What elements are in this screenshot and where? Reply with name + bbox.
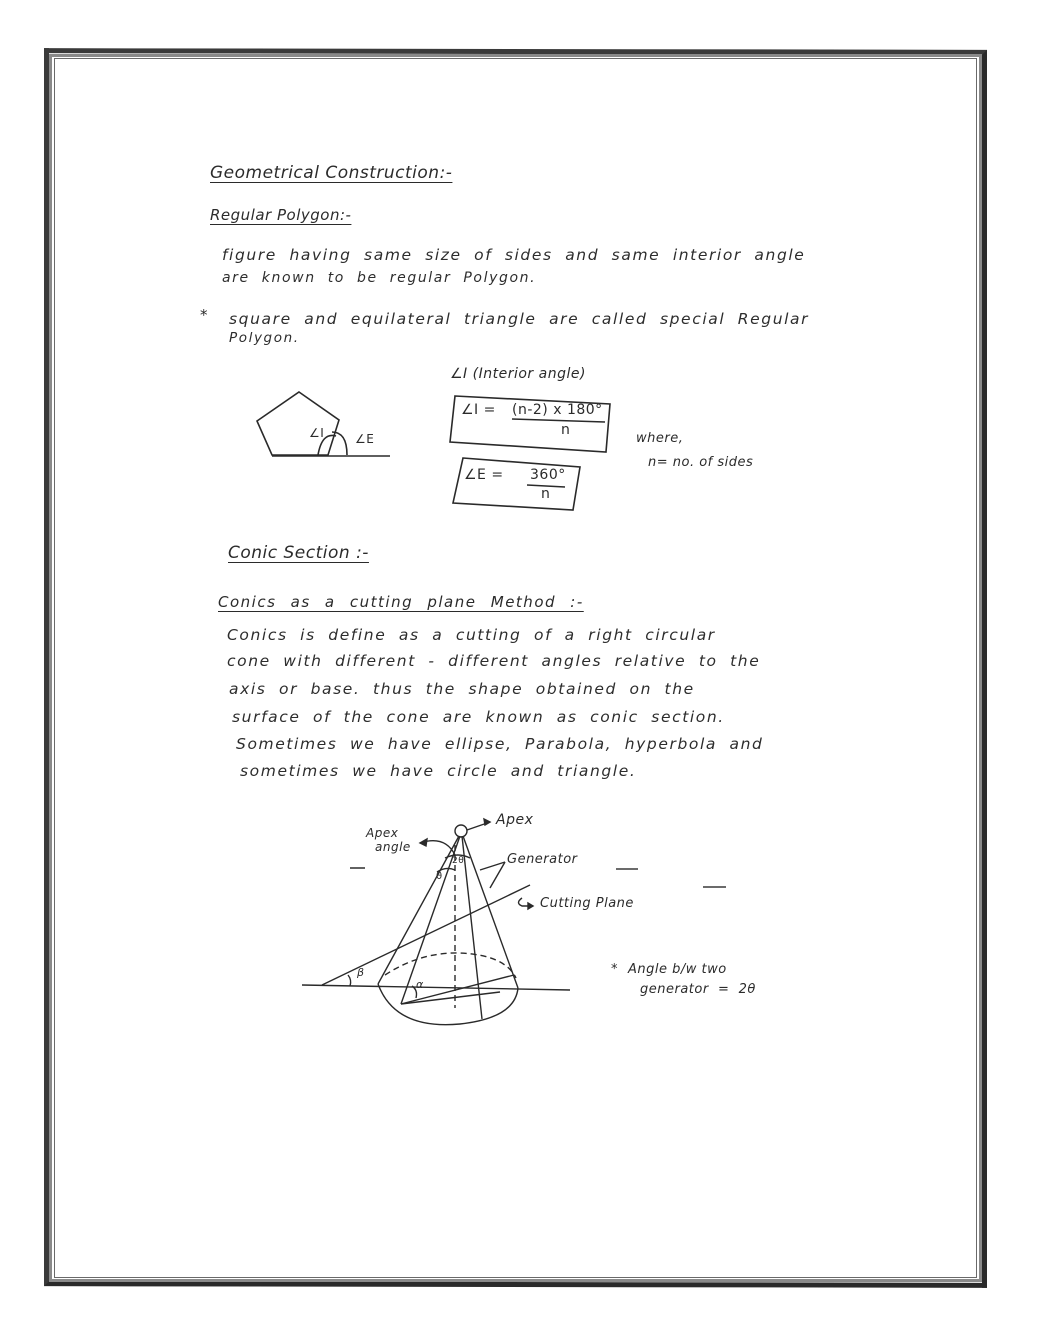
angle-note-bullet: * (611, 962, 618, 977)
interior-angle-caption: ∠I (Interior angle) (450, 366, 586, 382)
conic-body-line-1: Conics is define as a cutting of a right circular (227, 626, 716, 644)
formula-interior-denominator: n (561, 422, 571, 438)
apex-label: Apex (496, 812, 534, 828)
note-line-2: Polygon. (229, 330, 300, 346)
apex-angle-label-1: Apex (366, 826, 399, 840)
note-bullet: * (200, 306, 208, 324)
where-definition: n= no. of sides (648, 455, 754, 470)
formula-interior-numerator: (n-2) x 180° (512, 402, 603, 418)
definition-line-1: figure having same size of sides and same interior angle (222, 246, 806, 264)
interior-angle-label: ∠I (309, 426, 325, 440)
formula-exterior-denominator: n (541, 486, 551, 502)
cone-left-edge (378, 836, 459, 984)
page-title: Geometrical Construction:- (210, 163, 453, 183)
conic-body-line-4: surface of the cone are known as conic section. (232, 708, 725, 726)
base-ellipse-back (385, 953, 516, 978)
exterior-angle-label: ∠E (355, 432, 375, 446)
formula-exterior-lhs: ∠E = (464, 467, 504, 483)
angle-note-line-2: generator = 2θ (640, 982, 756, 997)
conic-section-heading: Conic Section :- (228, 543, 369, 563)
conic-body-line-2: cone with different - different angles relative to the (227, 652, 761, 670)
alpha-label: α (416, 978, 424, 991)
definition-line-2: are known to be regular Polygon. (222, 270, 537, 286)
generator-right (462, 836, 482, 1019)
base-ellipse-front (378, 984, 518, 1025)
apex-angle-label-2: angle (375, 840, 411, 854)
formula-interior-lhs: ∠I = (461, 402, 496, 418)
theta-label: θ (436, 871, 443, 882)
two-theta-label: 2θ (452, 856, 465, 866)
where-label: where, (636, 431, 684, 446)
generator-label: Generator (507, 852, 578, 867)
apex-circle (455, 825, 467, 837)
note-line-1: square and equilateral triangle are called special Regular (229, 310, 810, 328)
conic-body-line-5: Sometimes we have ellipse, Parabola, hyperbola and (236, 735, 764, 753)
apex-arrow-head (484, 819, 490, 825)
ground-line (302, 985, 570, 990)
cutting-plane-label: Cutting Plane (540, 896, 634, 911)
angle-note-line-1: Angle b/w two (628, 962, 727, 977)
formula-exterior-numerator: 360° (530, 467, 566, 483)
conic-body-line-3: axis or base. thus the shape obtained on the (229, 680, 695, 698)
beta-arc (348, 975, 351, 986)
beta-label: β (357, 966, 365, 979)
regular-polygon-heading: Regular Polygon:- (210, 206, 352, 224)
conic-body-line-6: sometimes we have circle and triangle. (240, 762, 637, 780)
conic-subheading: Conics as a cutting plane Method :- (218, 593, 584, 611)
